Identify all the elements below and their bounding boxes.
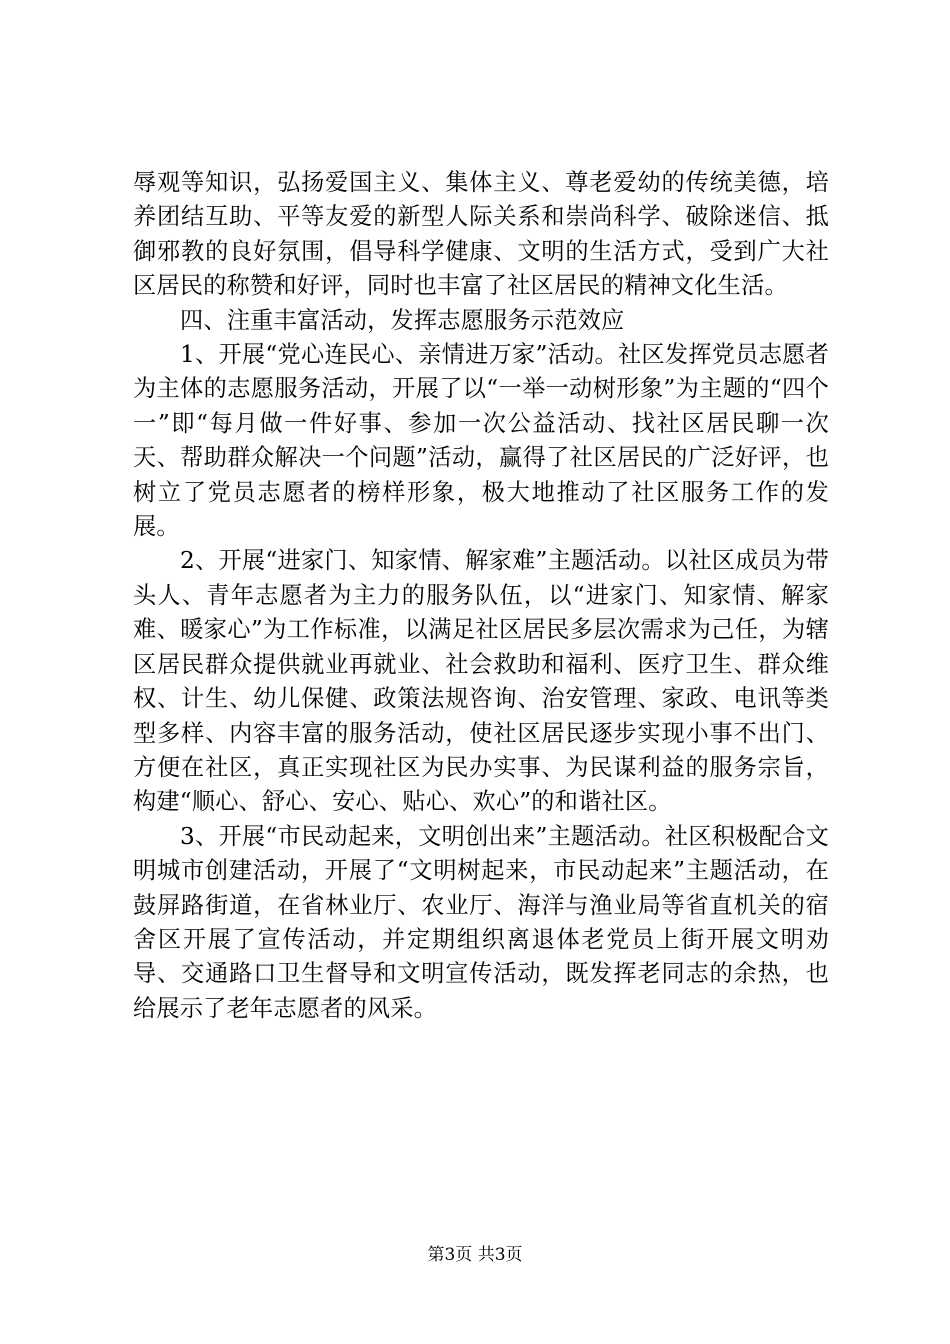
paragraph-continuation: 辱观等知识，弘扬爱国主义、集体主义、尊老爱幼的传统美德，培养团结互助、平等友爱的新型人际关系和崇尚科学、破除迷信、抵御邪教的良好氛围，倡导科学健康、文明的生活方式，受到广大社区居民的称赞和好评，同时也丰富了社区居民的精神文化生活。 (133, 169, 829, 300)
page-footer: 第3页 共3页 (427, 1245, 523, 1265)
paragraph-item-2: 2、开展“进家门、知家情、解家难”主题活动。以社区成员为带头人、青年志愿者为主力的服务队伍，以“进家门、知家情、解家难、暖家心”为工作标准，以满足社区居民多层次需求为己任，为辖区居民群众提供就业再就业、社会救助和福利、医疗卫生、群众维权、计生、幼儿保健、政策法规咨询、治安管理、家政、电讯等类型多样、内容丰富的服务活动，使社区居民逐步实现小事不出门、方便在社区，真正实现社区为民办实事、为民谋利益的服务宗旨，构建“顺心、舒心、安心、贴心、欢心”的和谐社区。 (133, 547, 829, 816)
document-body (133, 166, 829, 1026)
section-heading: 四、注重丰富活动，发挥志愿服务示范效应 (180, 306, 625, 334)
paragraph-item-3: 3、开展“市民动起来，文明创出来”主题活动。社区积极配合文明城市创建活动，开展了“文明树起来，市民动起来”主题活动，在鼓屏路街道，在省林业厅、农业厅、海洋与渔业局等省直机关的宿舍区开展了宣传活动，并定期组织离退体老党员上街开展文明劝导、交通路口卫生督导和文明宣传活动，既发挥老同志的余热，也给展示了老年志愿者的风采。 (133, 822, 829, 1022)
paragraph-item-1: 1、开展“党心连民心、亲情进万家”活动。社区发挥党员志愿者为主体的志愿服务活动，开展了以“一举一动树形象”为主题的“四个一”即“每月做一件好事、参加一次公益活动、找社区居民聊一次天、帮助群众解决一个问题”活动，赢得了社区居民的广泛好评，也树立了党员志愿者的榜样形象，极大地推动了社区服务工作的发展。 (133, 341, 829, 541)
